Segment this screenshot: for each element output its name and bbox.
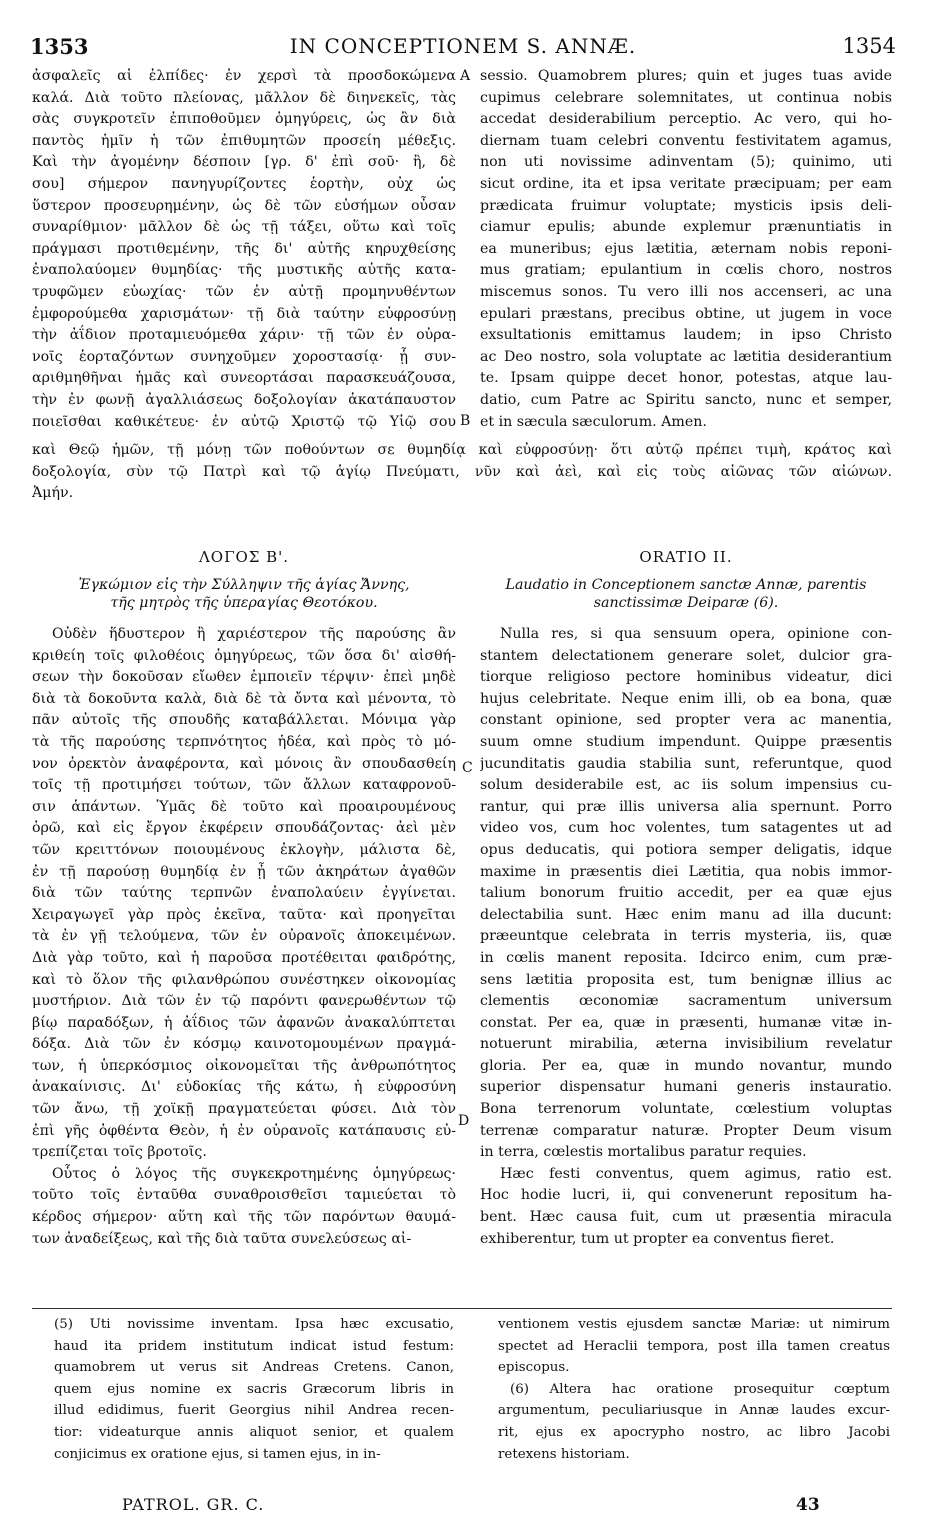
greek-oration-title: ΛΟΓΟΣ Β'. xyxy=(198,548,290,566)
footnote-line: illud edidimus, fuerit Georgius nihil Andrea recen- xyxy=(54,1403,454,1419)
footnote-line: (6) Altera hac oratione prosequitur cœptum xyxy=(510,1381,890,1397)
latin-line: clementis œconomiæ sacramentum universum xyxy=(480,993,892,1010)
latin-line: exhiberentur, tum ut propter ea conventus fieret. xyxy=(480,1230,835,1247)
greek-column-top xyxy=(32,66,456,433)
greek-line: τρεπίζεται τοῖς βροτοῖς. xyxy=(32,1144,207,1161)
left-page-number: 1353 xyxy=(30,34,89,59)
margin-marker-c: C xyxy=(462,760,473,776)
greek-line: σου] σήμερον πανηγυρίζοντες ἑορτὴν, οὐχ ὡς xyxy=(32,175,456,192)
latin-line: maxime in præsentis diei Lætitia, qua nobis immor- xyxy=(480,863,892,880)
latin-line: in cœlis manent reposita. Idcirco enim, cum præ- xyxy=(480,949,892,966)
greek-line: πράγμασι προτιθεμένην, τῆς δι' αὐτῆς κηρυχθείσης xyxy=(32,240,456,257)
latin-oration-title: ORATIO II. xyxy=(639,548,733,566)
greek-line: τῶν ἄνω, τῇ χοϊκῇ πραγματεύεται φύσει. Διὰ τὸν xyxy=(32,1101,456,1118)
subtitle-line: sanctissimæ Deiparæ (6). xyxy=(593,595,779,611)
footnote-line: conjicimus ex oratione ejus, si tamen ejus, in in- xyxy=(54,1446,381,1462)
footnote-line: spectet ad Heraclii tempora, post illa tamen creatus xyxy=(498,1338,890,1354)
greek-line: δόξα. Διὰ τῶν ἐν κόσμῳ καινοτομουμένων πραγμά- xyxy=(32,1036,456,1053)
latin-line: terrenæ comparatur naturæ. Propter Deum visum xyxy=(480,1122,892,1139)
latin-line: diernam tuam celebri conventu festivitatem agamus, xyxy=(480,132,892,149)
greek-line: βίῳ παραδόξων, ἡ ἀΐδιος τῶν ἀφανῶν ἀνακαλύπτεται xyxy=(32,1014,456,1031)
notes-rule xyxy=(32,1308,892,1309)
greek-line: Διὰ γὰρ τοῦτο, καὶ ἡ παροῦσα προτέθειται φαιδρότης, xyxy=(32,949,456,966)
latin-line: notuerunt mirabilia, æterna invisibilium revelatur xyxy=(480,1036,892,1053)
greek-line: Οὗτος ὁ λόγος τῆς συγκεκροτημένης ὁμηγύρεως· xyxy=(52,1165,456,1182)
greek-line: τρυφῶμεν εὐωχίας· τῶν ἐν αὐτῇ προμηνυθέντων xyxy=(32,283,456,300)
greek-line: τὴν ἐν φωνῇ ἀγαλλιάσεως δοξολογίαν ἀκατάπαυστον xyxy=(32,391,456,408)
greek-line: καὶ τὸ ὅλον τῆς φιλανθρώπου συνέστηκεν οἰκονομίας xyxy=(32,971,456,988)
footnote-line: tior: videaturque annis aliquot senior, et qualem xyxy=(54,1424,454,1440)
latin-line: delectabilia sunt. Hæc enim manu ad illa ducunt: xyxy=(480,906,892,923)
latin-line: sessio. Quamobrem plures; quin et juges tuas avide xyxy=(480,68,892,84)
greek-line: μυστήριον. Διὰ τῶν ἐν τῷ παρόντι φανερωθέντων τῷ xyxy=(32,993,456,1010)
margin-marker-a: A xyxy=(460,68,471,84)
greek-line: ὕστερον προσευρημένην, ὡς δὲ τῶν εὐσήμων οὖσαν xyxy=(32,197,456,214)
greek-oration-body xyxy=(32,624,456,1250)
right-page-number: 1354 xyxy=(842,34,896,58)
latin-line: stantem delectationem generare solet, dulcior gra- xyxy=(480,647,892,664)
footnotes-right xyxy=(498,1316,890,1467)
footnote-line: ventionem vestis ejusdem sanctæ Mariæ: ut nimirum xyxy=(498,1317,890,1332)
latin-line: accedat desiderabilium perceptio. Ac vero, qui ho- xyxy=(480,111,892,128)
footnote-line: quamobrem ut verus sit Andreas Cretens. Canon, xyxy=(54,1360,454,1376)
latin-oration-subtitle xyxy=(480,576,892,612)
greek-line: αριθμηθῆναι ἡμᾶς καὶ συνεορτάσαι παρασκευάζουσα, xyxy=(32,370,456,387)
latin-line: suum omne studium impendunt. Quippe præsentis xyxy=(480,733,892,750)
greek-line: παντὸς ἡμῖν ἡ τῶν ἐπιθυμητῶν προσείη μέθεξις. xyxy=(32,132,456,149)
greek-line: Χειραγωγεῖ γὰρ πρὸς ἐκεῖνα, ταῦτα· καὶ προηγεῖται xyxy=(32,906,456,923)
latin-line: talium bonorum fruitio accedit, per ea quæ ejus xyxy=(480,885,892,902)
greek-line: των, ἡ ὑπερκόσμιος οἰκονομεῖται τῆς ἀνθρωπότητος xyxy=(32,1057,456,1074)
latin-line: jucunditatis gaudia stabilia sunt, referuntque, quod xyxy=(480,755,892,772)
greek-line: ἐμφορούμεθα χαρισμάτων· τῇ διὰ ταύτην εὐφροσύνῃ xyxy=(32,305,456,322)
margin-marker-b: B xyxy=(460,413,471,429)
latin-line: gloria. Per ea, quæ in mundo novantur, mundo xyxy=(480,1057,892,1074)
footnote-line: argumentum, peculiariusque in Annæ laudes excur- xyxy=(498,1403,890,1419)
greek-oration-subtitle xyxy=(32,576,456,612)
subtitle-line: Ἐγκώμιον εἰς τὴν Σύλληψιν τῆς ἁγίας Ἄννης, xyxy=(78,577,410,593)
footnote-line: rit, ejus ex apocrypho nostro, ac libro Jacobi xyxy=(498,1424,890,1440)
latin-line: video vos, cum hoc volentes, tum satagentes ut ad xyxy=(480,820,892,837)
greek-line: Ἀμήν. xyxy=(32,485,74,502)
greek-line: ἐπὶ γῆς ὀφθέντα Θεὸν, ἡ ἐν οὐρανοῖς κατάπαυσις εὐ- xyxy=(32,1122,456,1139)
latin-line: bent. Hæc causa fuit, cum ut præsentia miracula xyxy=(480,1209,892,1226)
greek-line: συναρίθμιον· μᾶλλον δὲ ὡς τῇ τάξει, οὕτω καὶ τοῖς xyxy=(32,219,456,236)
footnote-line: haud ita pridem institutum indicat istud festum: xyxy=(54,1338,454,1354)
latin-line: sens lætitia proposita est, tum benignæ illius ac xyxy=(480,971,892,988)
footnote-line: episcopus. xyxy=(498,1360,570,1376)
greek-line: ἀσφαλεῖς αἱ ἐλπίδες· ἐν χερσὶ τὰ προσδοκώμενα xyxy=(32,68,456,84)
footnotes-left xyxy=(54,1316,454,1467)
greek-line: των ἀναδείξεως, καὶ τῆς διὰ ταῦτα συνελεύσεως αἰ- xyxy=(32,1230,412,1247)
running-title: IN CONCEPTIONEM S. ANNÆ. xyxy=(289,34,637,58)
greek-line: τὰ τῆς παρούσης τερπνότητος ἡδέα, καὶ πρὸς τὸ μό- xyxy=(32,733,456,750)
greek-line: σιν ἁπάντων. Ὑμᾶς δὲ τοῦτο καὶ προαιρουμένους xyxy=(32,798,456,815)
latin-column-top xyxy=(480,66,892,433)
footer-sheet-number: 43 xyxy=(796,1495,820,1515)
greek-line: κριθείη τοῖς φιλοθέοις ὁμηγύρεως, τῶν ὅσα δι' αἰσθή- xyxy=(32,647,456,664)
greek-line: καλά. Διὰ τοῦτο πλείονας, μᾶλλον δὲ διηνεκεῖς, τὰς xyxy=(32,89,456,106)
latin-line: constat. Per ea, quæ in præsenti, humanæ vitæ in- xyxy=(480,1014,892,1031)
greek-line: σὰς συγκροτεῖν ἐπιποθοῦμεν ὁμηγύρεις, ὡς ἂν διὰ xyxy=(32,111,456,128)
greek-line: τοῦτο τοῖς ἐνταῦθα συναθροισθεῖσι ταμιεύεται τὸ xyxy=(32,1187,456,1204)
greek-line: πᾶν αὐτοῖς τῆς σπουδῆς καταβάλλεται. Μόνιμα γὰρ xyxy=(32,712,456,729)
greek-line: νοῖς ἑορταζόντων συνηχοῦμεν χοροστασίᾳ· ᾗ συν- xyxy=(32,348,456,365)
latin-line: opus deducatis, qui potiora semper deligatis, idque xyxy=(480,841,892,858)
greek-line: ἐναπολαύομεν θυμηδίας· τῆς μυστικῆς αὐτῆς κατα- xyxy=(32,262,456,279)
greek-line: κέρδος σήμερον· αὕτη καὶ τῆς τῶν παρόντων θαυμά- xyxy=(32,1209,456,1226)
latin-line: sicut ordine, ita et ipsa veritate præcipuam; per eam xyxy=(480,175,892,192)
latin-line: rantur, qui præ illis universa alia spernunt. Porro xyxy=(480,798,892,815)
greek-line: ἀνακαίνισις. Δι' εὐδοκίας τῆς κάτω, ἡ εὐφροσύνη xyxy=(32,1079,456,1096)
page-header xyxy=(30,34,896,66)
greek-line: καὶ Θεῷ ἡμῶν, τῇ μόνῃ τῶν ποθούντων σε θυμηδίᾳ καὶ εὐφροσύνῃ· ὅτι αὐτῷ πρέπει τιμὴ, κράτος καὶ xyxy=(32,442,892,458)
latin-line: non uti novissime adinventam (5); quinimo, uti xyxy=(480,154,892,171)
latin-line: miscemus sonos. Tu vero illi nos accenseri, ac una xyxy=(480,283,892,300)
greek-line: ποιεῖσθαι καθικέτευε· ἐν αὐτῷ Χριστῷ τῷ Υἱῷ σου xyxy=(32,413,456,430)
footnote-line: retexens historiam. xyxy=(498,1446,630,1462)
footnote-line: (5) Uti novissime inventam. Ipsa hæc excusatio, xyxy=(54,1317,454,1332)
subtitle-line: Laudatio in Conceptionem sanctæ Annæ, parentis xyxy=(505,577,867,593)
greek-line: διὰ τῶν ταύτης τερπνῶν ἐναπολαύειν ἐγγίνεται. xyxy=(32,885,456,902)
latin-line: ciamur epulis; abunde explemur prænuntiatis in xyxy=(480,219,892,236)
latin-line: epulari præstans, precibus obtine, ut jugem in voce xyxy=(480,305,892,322)
latin-line: Hoc hodie lucri, ii, qui convenerunt repositum ha- xyxy=(480,1187,892,1204)
greek-line: τοῖς τῇ προτιμήσει τούτων, τῶν ἄλλων καταφρονοῦ- xyxy=(32,777,456,794)
greek-line: τὴν ἀΐδιον προταμιευόμεθα χάριν· τῇ τῶν ἐν οὐρα- xyxy=(32,327,456,344)
greek-line: νον ὀρεκτὸν ἀναφέροντα, καὶ μόνοις ἂν σπουδασθείη xyxy=(32,755,456,772)
greek-line: τῶν κρειττόνων ποιουμένους ἐκλογὴν, μάλιστα δὲ, xyxy=(32,841,456,858)
latin-line: mus gratiam; epulantium in cœlis choro, nostros xyxy=(480,262,892,279)
latin-line: Nulla res, si qua sensuum opera, opinione con- xyxy=(500,626,892,642)
greek-line: ὁρῶ, καὶ εἰς ἔργον ἐκφέρειν σπουδάζοντας· ἀεὶ μὲν xyxy=(32,820,456,837)
greek-line: δοξολογία, σὺν τῷ Πατρὶ καὶ τῷ ἁγίῳ Πνεύματι, νῦν καὶ ἀεὶ, καὶ εἰς τοὺς αἰῶνας τῶν αἰώνων. xyxy=(32,463,892,480)
latin-line: datio, cum Patre ac Spiritu sancto, nunc et semper, xyxy=(480,391,892,408)
footnote-line: quem ejus nomine ex sacris Græcorum libris in xyxy=(54,1381,454,1397)
latin-line: hujus celebritate. Neque enim illi, ob ea bona, quæ xyxy=(480,690,892,707)
footer-signature: PATROL. GR. C. xyxy=(122,1495,265,1514)
greek-line: Οὐδὲν ἥδυστερον ἢ χαριέστερον τῆς παρούσης ἂν xyxy=(52,626,456,642)
latin-line: Bona terrenorum voluntate, cœlestium voluptas xyxy=(480,1101,892,1118)
latin-line: prædicata fruimur voluptate; mysticis ipsis deli- xyxy=(480,197,892,214)
greek-line: διὰ τὰ δοκοῦντα καλὰ, διὰ δὲ τὰ ὄντα καὶ μένοντα, τὸ xyxy=(32,690,456,707)
latin-line: solum desiderabile est, ac iis solum impensius cu- xyxy=(480,777,892,794)
margin-marker-d: D xyxy=(458,1113,470,1129)
latin-line: tiorque religioso pectore hominibus videatur, dici xyxy=(480,669,892,686)
latin-line: Hæc festi conventus, quem agimus, ratio est. xyxy=(500,1165,892,1182)
greek-line: ἐν τῇ παρούσῃ θυμηδίᾳ ἐν ᾗ τῶν ἀκηράτων ἀγαθῶν xyxy=(32,863,456,880)
latin-line: et in sæcula sæculorum. Amen. xyxy=(480,413,707,430)
latin-line: constant opinione, sed propter vera ac manentia, xyxy=(480,712,892,729)
latin-oration-body xyxy=(480,624,892,1250)
latin-line: ea muneribus; ejus lætitia, æternam nobis reponi- xyxy=(480,240,892,257)
latin-line: exsultationis emittamus laudem; in ipso Christo xyxy=(480,327,892,344)
greek-line: Καὶ τὴν ἀγομένην δέσποιν [γρ. δ' ἐπὶ σοῦ· ἢ, δὲ xyxy=(32,154,456,171)
greek-fullwidth-ending xyxy=(32,440,892,505)
latin-line: in terra, cœlestis mortalibus paratur requies. xyxy=(480,1144,807,1161)
greek-line: σεων τὴν δοκοῦσαν εἴωθεν ἐμποιεῖν τέρψιν· ἐπεὶ μηδὲ xyxy=(32,669,456,686)
latin-line: superior dispensatur humani generis instauratio. xyxy=(480,1079,892,1096)
greek-line: τὰ ἐν γῇ τελούμενα, τῶν ἐν οὐρανοῖς ἀποκειμένων. xyxy=(32,928,456,945)
latin-line: te. Ipsam quippe decet honor, potestas, atque lau- xyxy=(480,370,892,387)
latin-line: præeuntque celebrata in terris mysteria, iis, quæ xyxy=(480,928,892,945)
subtitle-line: τῆς μητρὸς τῆς ὑπεραγίας Θεοτόκου. xyxy=(110,595,378,611)
latin-line: cupimus celebrare solemnitates, ut continua nobis xyxy=(480,89,892,106)
latin-line: ac Deo nostro, sola voluptate ac lætitia desiderantium xyxy=(480,348,892,365)
